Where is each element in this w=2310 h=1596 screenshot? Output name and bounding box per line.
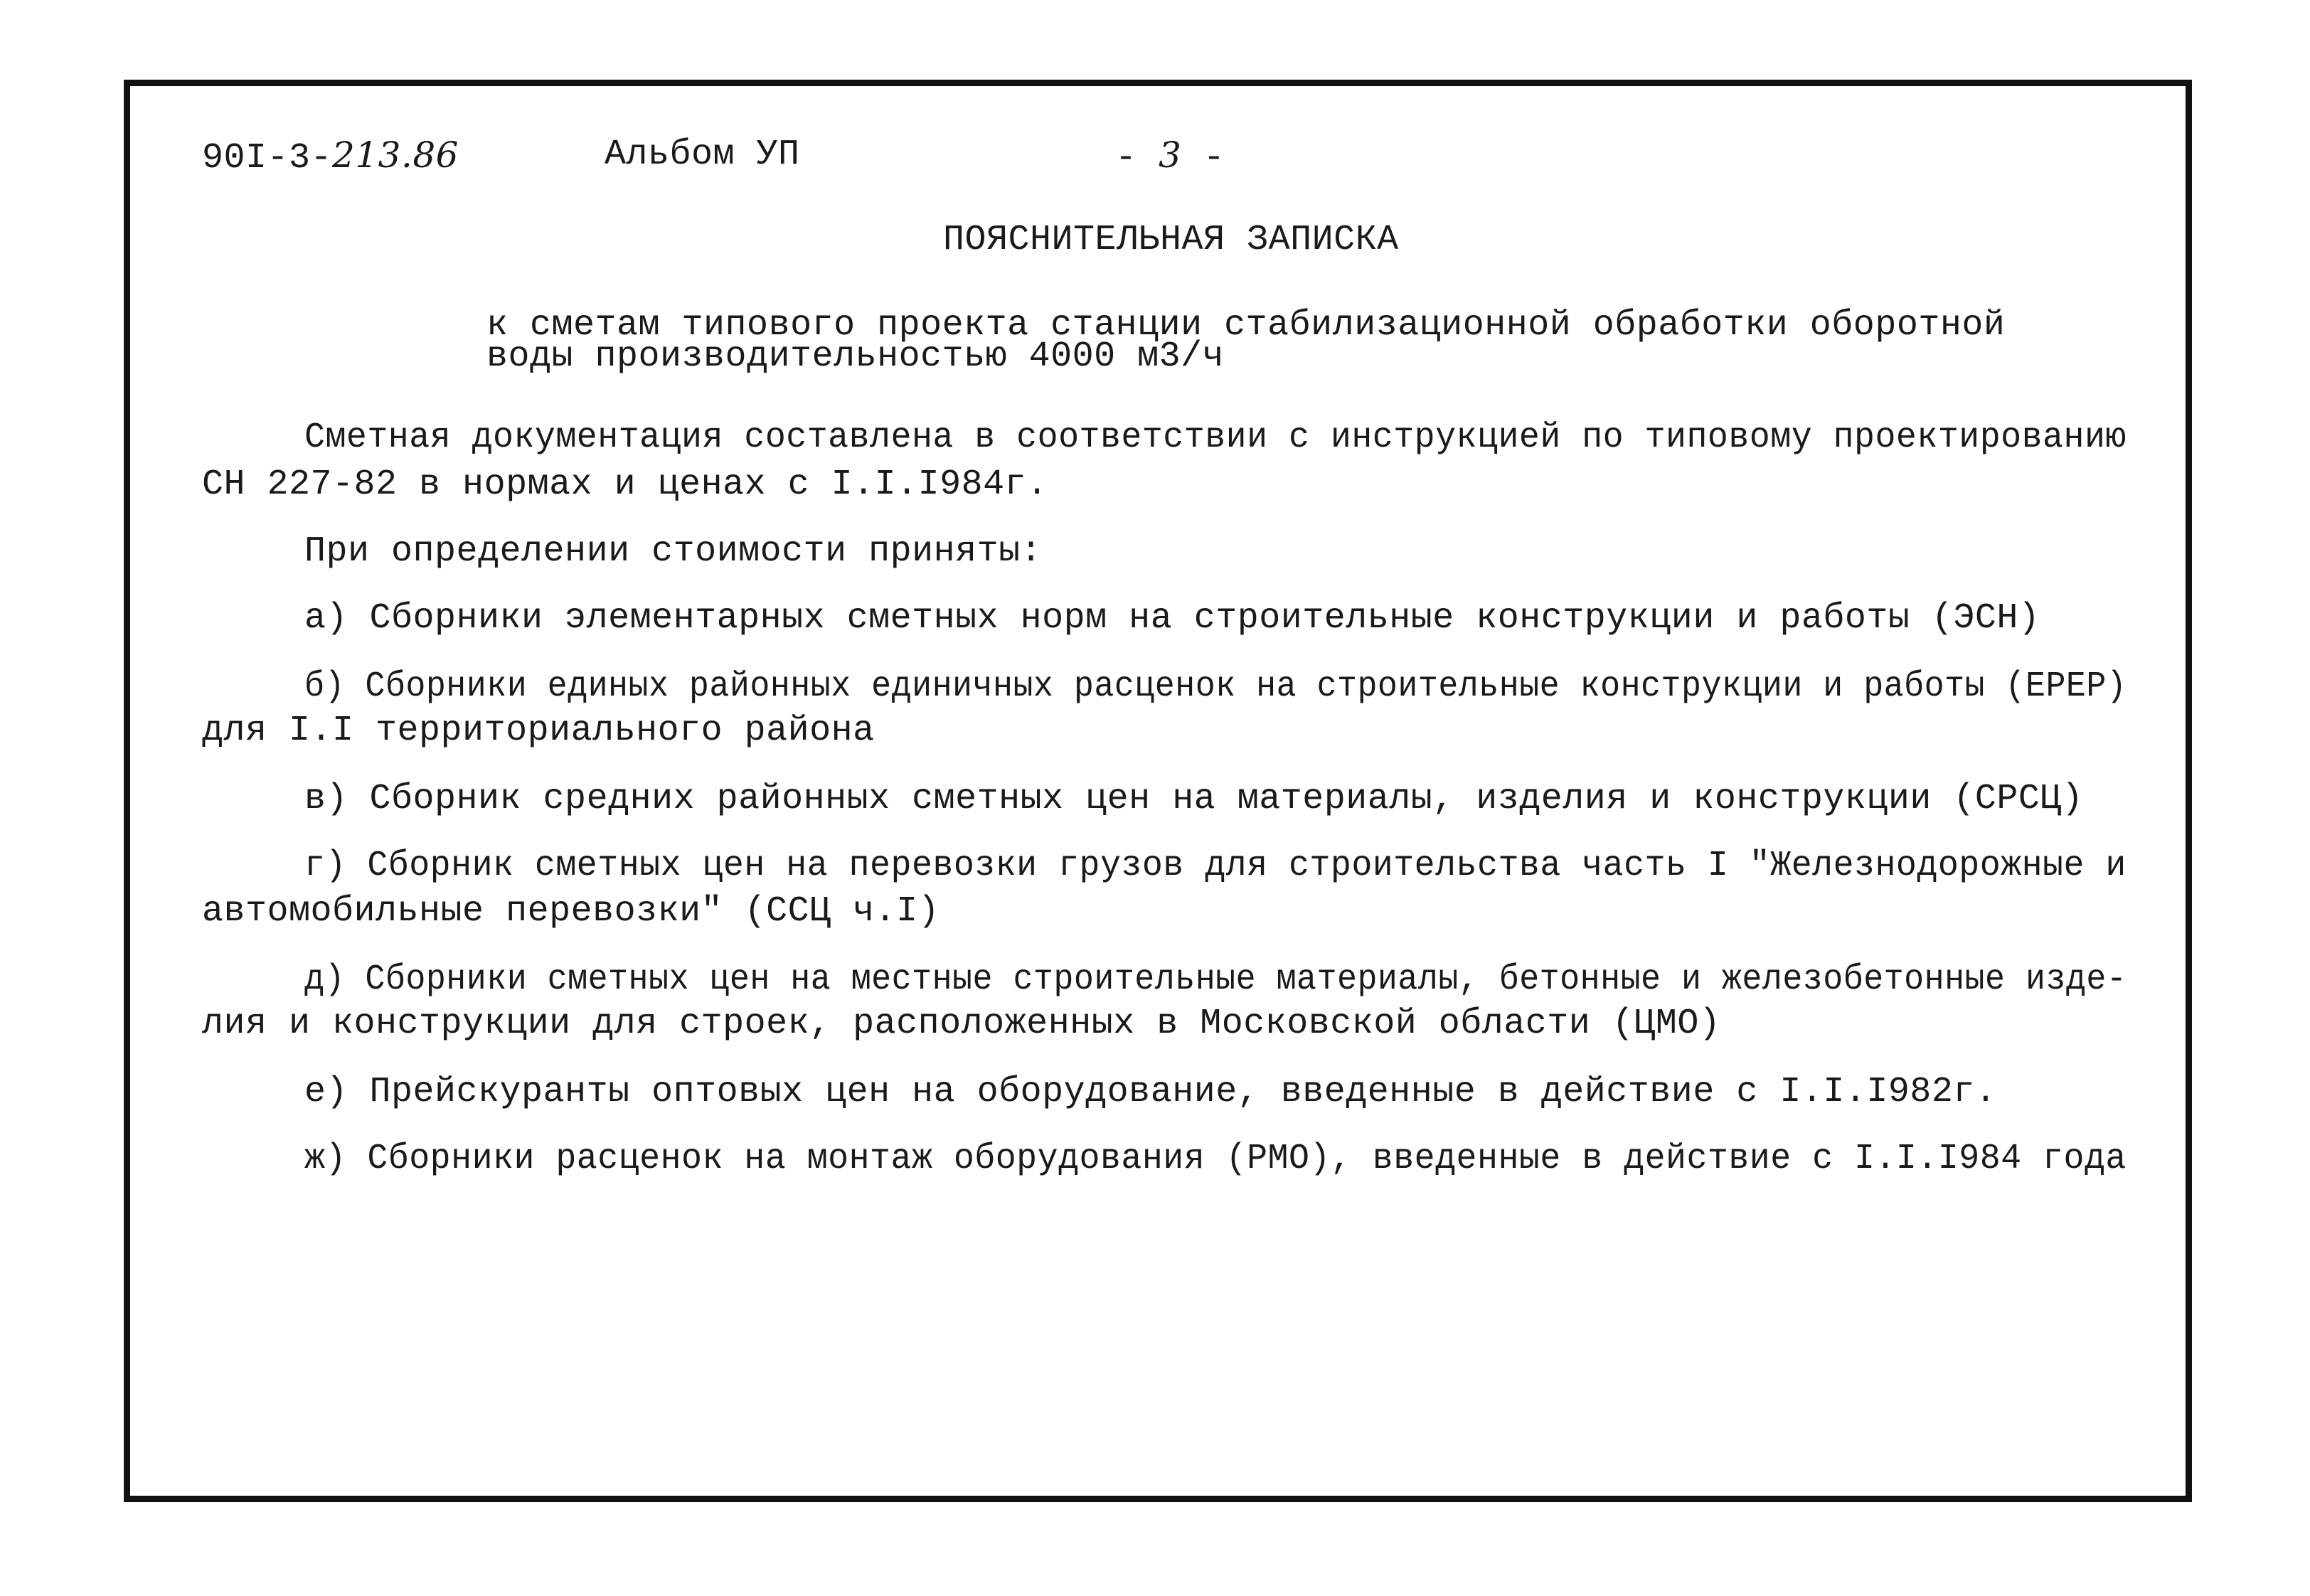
list-item-b-line-1: б) Сборники единых районных единичных расценок на строительные конструкции и работы (ЕРЕР)	[304, 666, 2127, 707]
album-label: Альбом УП	[605, 134, 800, 175]
list-item-zh: ж) Сборники расценок на монтаж оборудования (РМО), введенные в действие с I.I.I984 года	[304, 1139, 2127, 1179]
list-item-d-line-2: лия и конструкции для строек, расположенных в Московской области (ЦМО)	[202, 1004, 1721, 1044]
page-title: ПОЯСНИТЕЛЬНАЯ ЗАПИСКА	[943, 220, 1399, 260]
paragraph-1-line-2: СН 227-82 в нормах и ценах с I.I.I984г.	[202, 464, 1048, 505]
list-item-g-line-2: автомобильные перевозки" (ССЦ ч.I)	[202, 891, 940, 932]
subtitle-line-2: воды производительностью 4000 м3/ч	[486, 336, 1225, 377]
list-item-e: е) Прейскуранты оптовых цен на оборудование, введенные в действие с I.I.I982г.	[304, 1072, 1997, 1112]
subtitle-line-1: к сметам типового проекта станции стабилизационной обработки оборотной	[486, 305, 2006, 346]
list-item-v: в) Сборник средних районных сметных цен на материалы, изделия и конструкции (СРСЦ)	[304, 779, 2084, 819]
paragraph-1-line-1: Сметная документация составлена в соответствии с инструкцией по типовому проектированию	[304, 417, 2127, 458]
list-item-a: а) Сборники элементарных сметных норм на строительные конструкции и работы (ЭСН)	[304, 598, 2040, 639]
list-item-g-line-1: г) Сборник сметных цен на перевозки грузов для строительства часть I "Железнодорожные и	[304, 846, 2127, 886]
list-item-b-line-2: для I.I территориального района	[202, 711, 875, 751]
page-number: - 3 -	[1115, 134, 1225, 179]
document-code-handwritten: 213.86	[332, 134, 459, 176]
document-code-prefix: 90I-3-	[202, 138, 333, 179]
list-item-d-line-1: д) Сборники сметных цен на местные строительные материалы, бетонные и железобетонные изде-	[304, 959, 2127, 1000]
paragraph-2: При определении стоимости приняты:	[304, 531, 1043, 572]
page-number-handwritten: 3	[1159, 134, 1182, 176]
document-code	[202, 134, 459, 180]
